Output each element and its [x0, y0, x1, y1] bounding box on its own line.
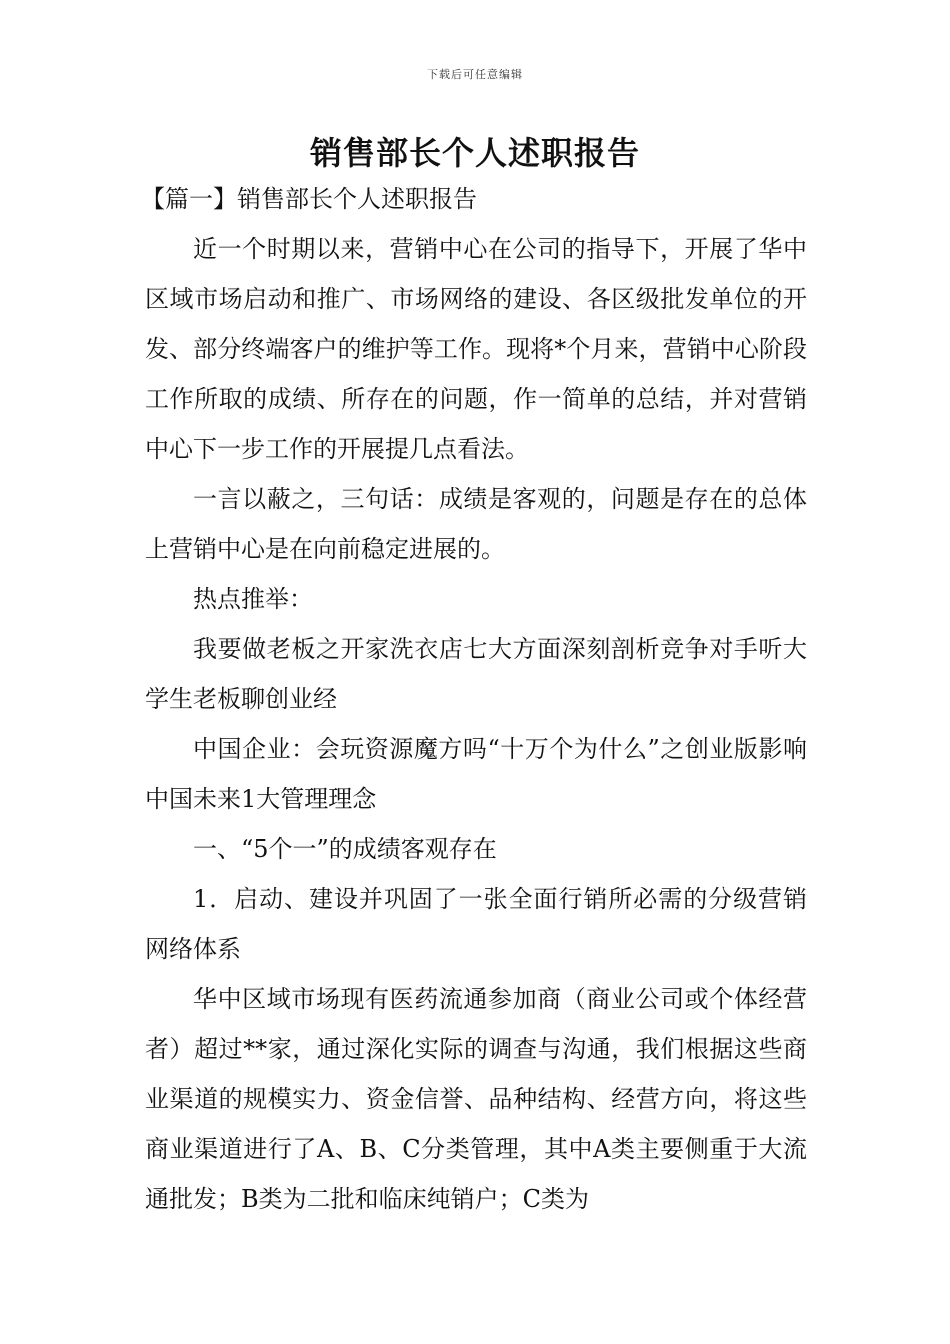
paragraph-hot-label: 热点推举：	[193, 585, 313, 613]
paragraph-intro: 近一个时期以来，营销中心在公司的指导下，开展了华中区域市场启动和推广、市场网络的建设、各区级批发单位的开发、部分终端客户的维护等工作。现将*个月来，营销中心阶段工作所取的成绩、所存在的问题，作一简单的总结，并对营销中心下一步工作的开展提几点看法。	[145, 235, 807, 463]
subheading-achievements: 一、“5个一”的成绩客观存在	[193, 835, 497, 863]
document-body	[141, 178, 807, 1224]
section-heading: 【篇一】销售部长个人述职报告	[141, 185, 477, 213]
header-note: 下载后可任意编辑	[427, 68, 523, 81]
document-title: 销售部长个人述职报告	[309, 134, 640, 172]
subheading-network: 1．启动、建设并巩固了一张全面行销所必需的分级营销网络体系	[145, 885, 807, 963]
paragraph-hot-item-1: 我要做老板之开家洗衣店七大方面深刻剖析竞争对手听大学生老板聊创业经	[145, 635, 807, 713]
paragraph-hot-item-2: 中国企业：会玩资源魔方吗“十万个为什么”之创业版影响中国未来1大管理理念	[145, 735, 807, 813]
paragraph-summary: 一言以蔽之，三句话：成绩是客观的，问题是存在的总体上营销中心是在向前稳定进展的。	[145, 485, 807, 563]
paragraph-network-detail: 华中区域市场现有医药流通参加商（商业公司或个体经营者）超过**家，通过深化实际的调查与沟通，我们根据这些商业渠道的规模实力、资金信誉、品种结构、经营方向，将这些商业渠道进行了A、B、C分类管理，其中A类主要侧重于大流通批发；B类为二批和临床纯销户；C类为	[145, 985, 807, 1213]
